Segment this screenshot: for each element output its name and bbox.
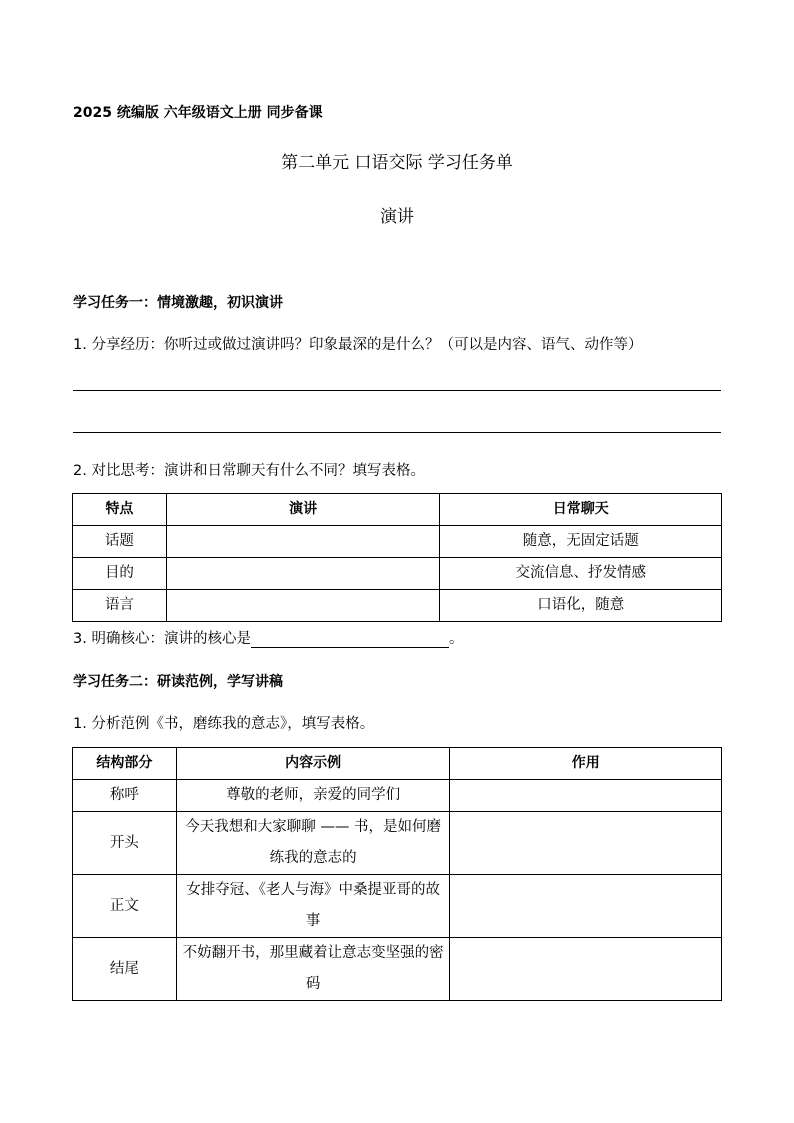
answer-cell[interactable] bbox=[166, 558, 440, 590]
task1-heading: 学习任务一：情境激趣，初识演讲 bbox=[73, 295, 283, 311]
course-header: 2025 统编版 六年级语文上册 同步备课 bbox=[73, 105, 323, 121]
header-cell: 作用 bbox=[450, 748, 722, 780]
table-cell: 今天我想和大家聊聊 —— 书，是如何磨练我的意志的 bbox=[176, 812, 450, 875]
row-label: 正文 bbox=[73, 875, 177, 938]
header-cell: 日常聊天 bbox=[440, 494, 722, 526]
table-cell: 尊敬的老师，亲爱的同学们 bbox=[176, 780, 450, 812]
question-3-prefix: 3. 明确核心：演讲的核心是 bbox=[73, 631, 251, 647]
table-row bbox=[73, 875, 722, 938]
row-label: 开头 bbox=[73, 812, 177, 875]
table-header-row bbox=[73, 748, 722, 780]
table-cell: 交流信息、抒发情感 bbox=[440, 558, 722, 590]
table-header-row bbox=[73, 494, 722, 526]
answer-cell[interactable] bbox=[450, 938, 722, 1001]
task2-heading: 学习任务二：研读范例，学写讲稿 bbox=[73, 674, 283, 690]
header-cell: 结构部分 bbox=[73, 748, 177, 780]
table-cell: 随意，无固定话题 bbox=[440, 526, 722, 558]
answer-cell[interactable] bbox=[166, 526, 440, 558]
fill-in-blank[interactable] bbox=[251, 633, 449, 648]
answer-cell[interactable] bbox=[450, 812, 722, 875]
header-cell: 内容示例 bbox=[176, 748, 450, 780]
answer-line-1[interactable] bbox=[73, 390, 721, 391]
table-cell: 不妨翻开书，那里藏着让意志变坚强的密码 bbox=[176, 938, 450, 1001]
row-label: 语言 bbox=[73, 590, 167, 622]
task1-question-1: 1. 分享经历：你听过或做过演讲吗？印象最深的是什么？（可以是内容、语气、动作等） bbox=[73, 337, 643, 353]
lesson-title: 演讲 bbox=[380, 207, 414, 227]
structure-table bbox=[72, 747, 722, 1001]
comparison-table bbox=[72, 493, 722, 622]
row-label: 结尾 bbox=[73, 938, 177, 1001]
table-cell: 口语化，随意 bbox=[440, 590, 722, 622]
answer-cell[interactable] bbox=[450, 780, 722, 812]
worksheet-title: 第二单元 口语交际 学习任务单 bbox=[281, 153, 513, 173]
row-label: 话题 bbox=[73, 526, 167, 558]
task1-question-3 bbox=[73, 627, 463, 648]
table-row bbox=[73, 526, 722, 558]
table-row bbox=[73, 558, 722, 590]
answer-cell[interactable] bbox=[166, 590, 440, 622]
table-cell: 女排夺冠、《老人与海》中桑提亚哥的故事 bbox=[176, 875, 450, 938]
answer-cell[interactable] bbox=[450, 875, 722, 938]
table-row bbox=[73, 938, 722, 1001]
table-row bbox=[73, 590, 722, 622]
question-3-suffix: 。 bbox=[448, 631, 464, 647]
answer-line-2[interactable] bbox=[73, 432, 721, 433]
task2-question-1: 1. 分析范例《书，磨练我的意志》，填写表格。 bbox=[73, 716, 375, 732]
header-cell: 演讲 bbox=[166, 494, 440, 526]
row-label: 目的 bbox=[73, 558, 167, 590]
header-cell: 特点 bbox=[73, 494, 167, 526]
row-label: 称呼 bbox=[73, 780, 177, 812]
table-row bbox=[73, 812, 722, 875]
table-row bbox=[73, 780, 722, 812]
task1-question-2: 2. 对比思考：演讲和日常聊天有什么不同？填写表格。 bbox=[73, 463, 425, 479]
